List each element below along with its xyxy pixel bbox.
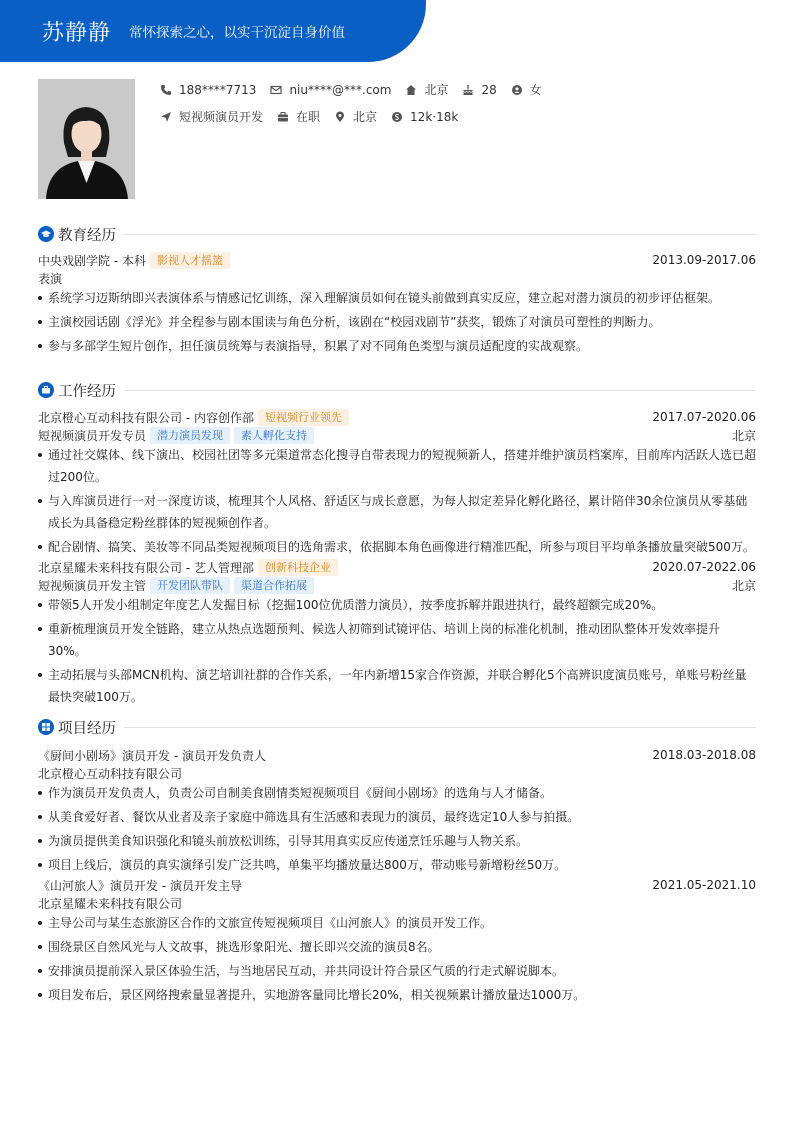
- candidate-name: 苏静静: [42, 20, 112, 46]
- section-divider: [124, 727, 756, 728]
- section-divider: [124, 390, 756, 391]
- project-name-line: 《厨间小剧场》演员开发 - 演员开发负责人: [38, 748, 266, 763]
- list-item: 参与多部学生短片创作，担任演员统筹与表演指导，积累了对不同角色类型与演员适配度的实战观察。: [38, 335, 756, 357]
- work-title: 工作经历: [58, 383, 116, 400]
- phone-icon: [160, 84, 172, 96]
- graduation-cap-icon: [38, 226, 54, 242]
- work-header: [38, 380, 756, 400]
- list-item: 从美食爱好者、餐饮从业者及亲子家庭中筛选具有生活感和表现力的演员，最终选定10人参与拍摄。: [38, 806, 756, 828]
- project-company: 北京橙心互动科技有限公司: [38, 766, 183, 781]
- company-tag: 短视频行业领先: [258, 409, 349, 426]
- project-date: 2021.05-2021.10: [652, 878, 756, 892]
- project-entry: [38, 746, 756, 876]
- company-tag: 创新科技企业: [258, 559, 338, 576]
- school-line: 中央戏剧学院 - 本科: [38, 253, 146, 268]
- contact-row: [160, 81, 556, 98]
- salary-info: [391, 110, 458, 124]
- role-tag: 素人孵化支持: [234, 427, 314, 444]
- list-item: 通过社交媒体、线下演出、校园社团等多元渠道常态化搜寻自带表现力的短视频新人，搭建并维护演员档案库，目前库内活跃人选已超过200位。: [38, 444, 756, 488]
- phone-info: [160, 83, 256, 97]
- age-info: [462, 83, 496, 97]
- status-value: 在职: [296, 110, 321, 124]
- role-tag: 渠道合作拓展: [234, 577, 314, 594]
- list-item: 重新梳理演员开发全链路，建立从热点选题预判、候选人初筛到试镜评估、培训上岗的标准化机制，推动团队整体开发效率提升30%。: [38, 618, 756, 662]
- target-city-value: 北京: [353, 110, 378, 124]
- role-tag: 潜力演员发现: [150, 427, 230, 444]
- project-date: 2018.03-2018.08: [652, 748, 756, 762]
- user-icon: [511, 84, 523, 96]
- role-tag: 开发团队带队: [150, 577, 230, 594]
- education-bullets: [38, 287, 756, 357]
- education-date: 2013.09-2017.06: [652, 253, 756, 267]
- phone-value: 188****7713: [179, 82, 257, 97]
- salary-value: 12k·18k: [410, 109, 459, 124]
- company-line: 北京星耀未来科技有限公司 - 艺人管理部: [38, 560, 254, 575]
- project-company: 北京星耀未来科技有限公司: [38, 896, 183, 911]
- briefcase-icon: [38, 382, 54, 398]
- projects-section: [38, 717, 756, 1006]
- job-date: 2017.07-2020.06: [652, 410, 756, 424]
- gender-value: 女: [529, 83, 542, 97]
- home-icon: [405, 84, 417, 96]
- intention-row: [160, 108, 472, 125]
- job-role: 短视频演员开发专员: [38, 428, 147, 443]
- send-icon: [160, 111, 172, 123]
- education-title: 教育经历: [58, 227, 116, 244]
- gender-info: [511, 81, 542, 98]
- work-section: [38, 380, 756, 708]
- project-bullets: [38, 912, 756, 1006]
- project-entry: [38, 876, 756, 1006]
- job-location: 北京: [731, 578, 756, 593]
- location-pin-icon: [334, 111, 346, 123]
- header-banner: [0, 0, 426, 62]
- school-tag: 影视人才摇篮: [150, 252, 230, 269]
- age-value: 28: [481, 82, 497, 97]
- company-line: 北京橙心互动科技有限公司 - 内容创作部: [38, 410, 254, 425]
- list-item: 与入库演员进行一对一深度访谈，梳理其个人风格、舒适区与成长意愿，为每人拟定差异化孵化路径，累计陪伴30余位演员从零基础成长为具备稳定粉丝群体的短视频创作者。: [38, 490, 756, 534]
- list-item: 为演员提供美食知识强化和镜头前放松训练，引导其用真实反应传递烹饪乐趣与人物关系。: [38, 830, 756, 852]
- list-item: 项目上线后，演员的真实演绎引发广泛共鸣，单集平均播放量达800万，带动账号新增粉丝50万。: [38, 854, 756, 876]
- job-bullets: [38, 594, 756, 708]
- profile-photo: [38, 79, 135, 199]
- education-entry: [38, 251, 756, 269]
- mail-icon: [270, 84, 282, 96]
- list-item: 围绕景区自然风光与人文故事，挑选形象阳光、擅长即兴交流的演员8名。: [38, 936, 756, 958]
- project-name-line: 《山河旅人》演员开发 - 演员开发主导: [38, 878, 242, 893]
- job-target-info: [160, 108, 263, 125]
- job-role: 短视频演员开发主管: [38, 578, 147, 593]
- cake-icon: [462, 84, 474, 96]
- job-target-value: 短视频演员开发: [179, 110, 264, 124]
- education-section: [38, 224, 756, 357]
- briefcase-icon: [277, 111, 289, 123]
- job-date: 2020.07-2022.06: [652, 560, 756, 574]
- section-divider: [124, 234, 756, 235]
- job-entry: [38, 558, 756, 708]
- city-value: 北京: [424, 83, 449, 97]
- motto: 常怀探索之心，以实干沉淀自身价值: [129, 25, 346, 41]
- list-item: 带领5人开发小组制定年度艺人发掘目标（挖掘100位优质潜力演员），按季度拆解并跟进执行，最终超额完成20%。: [38, 594, 756, 616]
- job-location: 北京: [731, 428, 756, 443]
- projects-title: 项目经历: [58, 720, 116, 737]
- project-bullets: [38, 782, 756, 876]
- email-info: [270, 83, 391, 97]
- list-item: 主演校园话剧《浮光》并全程参与剧本围读与角色分析，该剧在“校园戏剧节”获奖，锻炼了对演员可塑性的判断力。: [38, 311, 756, 333]
- target-city-info: [334, 108, 377, 125]
- list-item: 主导公司与某生态旅游区合作的文旅宣传短视频项目《山河旅人》的演员开发工作。: [38, 912, 756, 934]
- projects-header: [38, 717, 756, 737]
- email-value: niu****@***.com: [289, 82, 392, 97]
- grid-icon: [38, 719, 54, 735]
- list-item: 作为演员开发负责人，负责公司自制美食剧情类短视频项目《厨间小剧场》的选角与人才储备。: [38, 782, 756, 804]
- list-item: 主动拓展与头部MCN机构、演艺培训社群的合作关系，一年内新增15家合作资源，并联合孵化5个高辨识度演员账号，单账号粉丝量最快突破100万。: [38, 664, 756, 708]
- status-info: [277, 108, 320, 125]
- job-bullets: [38, 444, 756, 558]
- job-entry: [38, 408, 756, 558]
- list-item: 配合剧情、搞笑、美妆等不同品类短视频项目的选角需求，依据脚本角色画像进行精准匹配，所参与项目平均单条播放量突破500万。: [38, 536, 756, 558]
- city-info: [405, 81, 448, 98]
- education-header: [38, 224, 756, 244]
- major: 表演: [38, 271, 63, 286]
- list-item: 项目发布后，景区网络搜索量显著提升，实地游客量同比增长20%，相关视频累计播放量达1000万。: [38, 984, 756, 1006]
- list-item: 安排演员提前深入景区体验生活，与当地居民互动，并共同设计符合景区气质的行走式解说脚本。: [38, 960, 756, 982]
- money-icon: [391, 111, 403, 123]
- list-item: 系统学习迈斯纳即兴表演体系与情感记忆训练，深入理解演员如何在镜头前做到真实反应，建立起对潜力演员的初步评估框架。: [38, 287, 756, 309]
